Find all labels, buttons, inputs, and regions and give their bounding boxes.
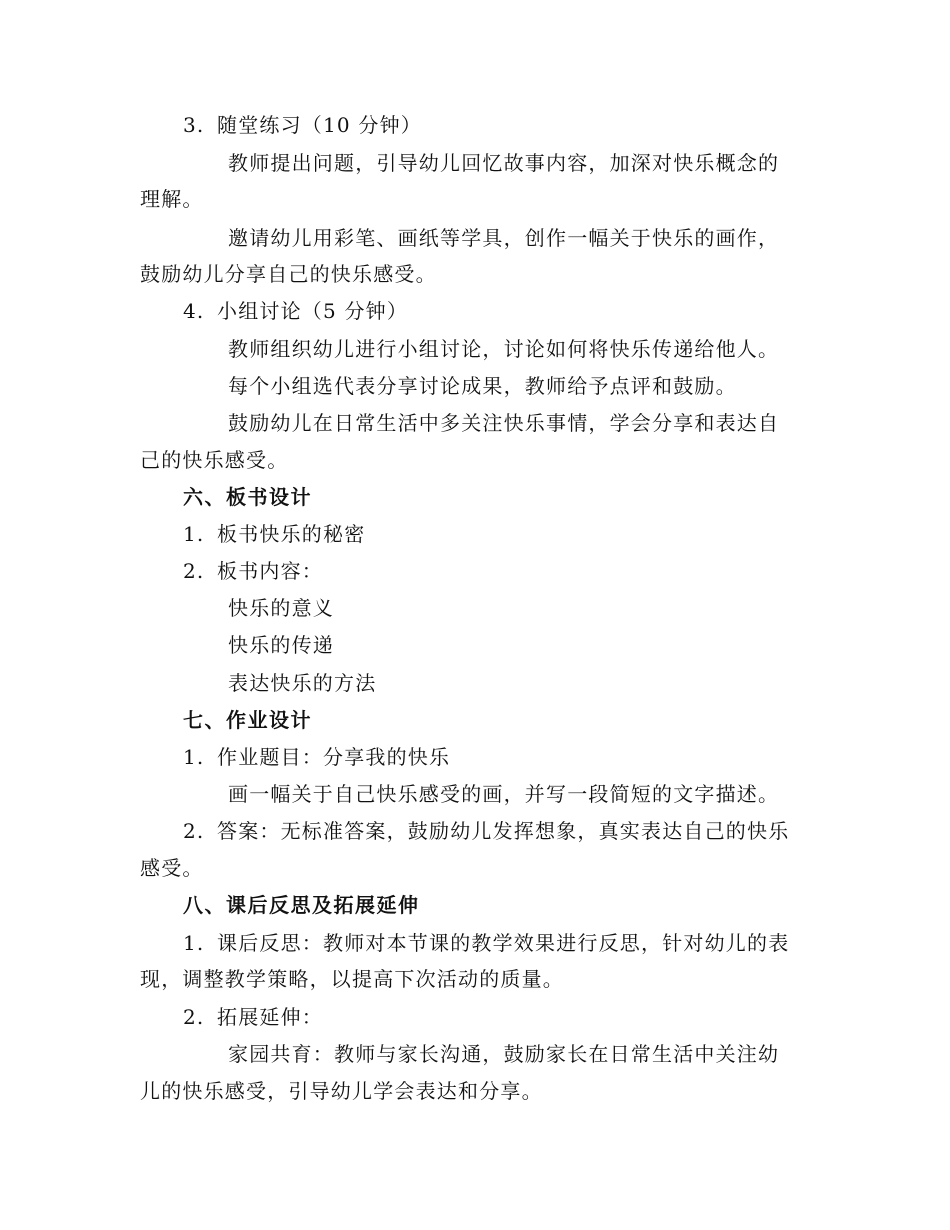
paragraph-line: 每个小组选代表分享讨论成果，教师给予点评和鼓励。	[228, 374, 737, 398]
list-number: 1.	[183, 931, 205, 955]
list-item-3	[183, 113, 422, 137]
list-item-text: 作业题目：分享我的快乐	[217, 745, 451, 769]
list-item-text: 课后反思：教师对本节课的教学效果进行反思，针对幼儿的表	[217, 931, 790, 955]
list-number: 3.	[183, 113, 205, 137]
paragraph-line: 邀请幼儿用彩笔、画纸等学具，创作一幅关于快乐的画作，	[228, 226, 780, 250]
section-heading-homework: 七、作业设计	[183, 708, 312, 732]
board-content-line: 快乐的传递	[228, 633, 334, 657]
list-item-board-2	[183, 559, 323, 583]
board-content-line: 快乐的意义	[228, 596, 334, 620]
paragraph-line: 教师组织幼儿进行小组讨论，讨论如何将快乐传递给他人。	[228, 337, 780, 361]
list-item-text: 随堂练习（10 分钟）	[217, 113, 423, 137]
section-heading-board: 六、板书设计	[183, 485, 312, 509]
list-number: 4.	[183, 299, 205, 323]
paragraph-line: 鼓励幼儿在日常生活中多关注快乐事情，学会分享和表达自	[228, 411, 780, 435]
list-item-text: 拓展延伸：	[217, 1005, 323, 1029]
list-item-homework-2	[183, 819, 789, 843]
paragraph-line: 己的快乐感受。	[140, 448, 289, 472]
list-item-4	[183, 299, 408, 323]
list-item-text: 小组讨论（5 分钟）	[217, 299, 409, 323]
list-number: 1.	[183, 745, 205, 769]
list-item-homework-1	[183, 745, 450, 769]
board-content-line: 表达快乐的方法	[228, 671, 377, 695]
paragraph-line: 儿的快乐感受，引导幼儿学会表达和分享。	[140, 1079, 543, 1103]
list-item-board-1	[183, 522, 365, 546]
list-item-text: 板书快乐的秘密	[217, 522, 366, 546]
list-item-text: 板书内容：	[217, 559, 323, 583]
list-item-text: 答案：无标准答案，鼓励幼儿发挥想象，真实表达自己的快乐	[217, 819, 790, 843]
paragraph-line: 画一幅关于自己快乐感受的画，并写一段简短的文字描述。	[228, 782, 780, 806]
paragraph-line: 理解。	[140, 187, 204, 211]
paragraph-line: 感受。	[140, 856, 204, 880]
list-number: 1.	[183, 522, 205, 546]
paragraph-line: 教师提出问题，引导幼儿回忆故事内容，加深对快乐概念的	[228, 151, 780, 175]
list-number: 2.	[183, 819, 205, 843]
paragraph-line: 现，调整教学策略，以提高下次活动的质量。	[140, 967, 564, 991]
list-number: 2.	[183, 559, 205, 583]
paragraph-line: 鼓励幼儿分享自己的快乐感受。	[140, 262, 437, 286]
list-item-reflection-1	[183, 931, 789, 955]
paragraph-line: 家园共育：教师与家长沟通，鼓励家长在日常生活中关注幼	[228, 1042, 780, 1066]
section-heading-reflection: 八、课后反思及拓展延伸	[183, 893, 420, 917]
list-item-reflection-2	[183, 1005, 323, 1029]
list-number: 2.	[183, 1005, 205, 1029]
